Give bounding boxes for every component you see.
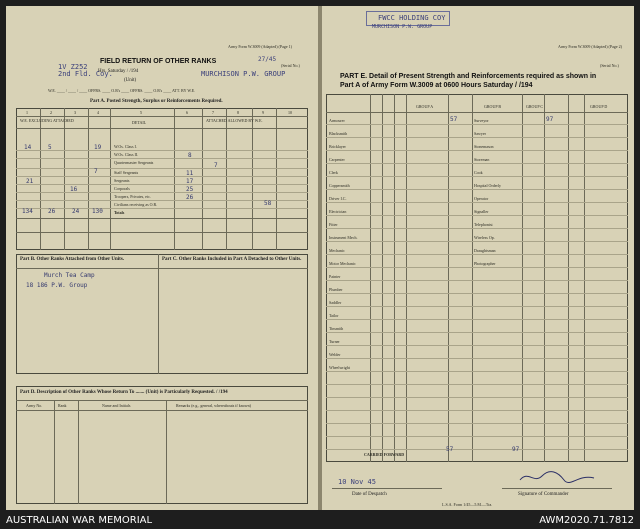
col-number-3: 3 (74, 110, 76, 115)
hw-cell: 21 (26, 178, 34, 185)
row-rule (326, 215, 628, 216)
col-number-10: 10 (288, 110, 292, 115)
left-stamp-b: 2nd Fld. Coy. (58, 70, 113, 78)
we-excluding-header: W.E. EXCLUDING ATTACHED (20, 118, 74, 123)
rank-row: Corporals (114, 186, 130, 191)
left-page (6, 6, 318, 510)
row-rule (326, 137, 628, 138)
detail-header: DETAIL (132, 120, 147, 125)
row-rule (326, 202, 628, 203)
date-of-despatch-label: Date of Despatch (352, 492, 387, 497)
hw-detail: 25 (186, 186, 194, 193)
trade-label: Turner (329, 339, 340, 344)
trade-label: Electrician (329, 209, 347, 214)
unit-stamp: FWCC HOLDING COY (378, 14, 446, 22)
row-rule (326, 150, 628, 151)
row-rule (326, 124, 628, 125)
part-b-title: Part B. Other Ranks Attached from Other Units. (20, 257, 125, 262)
row-rule (326, 163, 628, 164)
trade-label: Storeman (474, 157, 490, 162)
trade-label: Carpenter (329, 157, 345, 162)
left-form-ref: Army Form W.3009 (Adapted) (Page 1) (228, 44, 292, 49)
trade-label: Operator (474, 196, 489, 201)
group-header-b: GROUP B (484, 104, 502, 109)
hw-cell: 130 (92, 208, 103, 215)
archive-footer (0, 512, 640, 529)
part-d-col: Rank (58, 403, 67, 408)
row-rule (326, 371, 628, 372)
document-scan (6, 6, 634, 510)
col-number-1: 1 (26, 110, 28, 115)
group-header-c: GROUP C (526, 104, 544, 109)
trade-label: Tinsmith (329, 326, 344, 331)
row-rule (326, 293, 628, 294)
rank-row-totals: Totals (114, 210, 125, 215)
hw-total: 57 (446, 446, 454, 453)
trade-label: Hospital Orderly (474, 183, 501, 188)
rank-row: Quartermaster Sergeants (114, 160, 154, 165)
hw-detail: 17 (186, 178, 194, 185)
trade-label: Wireless Op. (474, 235, 495, 240)
col-number-6: 6 (186, 110, 188, 115)
trade-label: Fitter (329, 222, 338, 227)
hw-cell: 134 (22, 208, 33, 215)
trade-label: Wheelwright (329, 365, 350, 370)
trade-label: Bricklayer (329, 144, 346, 149)
hw-total: 57 (450, 116, 458, 123)
rank-row: Sergeants (114, 178, 130, 183)
date-line: Hrs. Saturday / /194 (98, 69, 139, 74)
hw-part-b-entry: Murch Tea Camp (44, 272, 95, 279)
hw-detail: 7 (214, 162, 218, 169)
page-title: FIELD RETURN OF OTHER RANKS (100, 58, 217, 65)
part-c-title: Part C. Other Ranks Included in Part A Detached to Other Units. (162, 257, 302, 262)
col-number-7: 7 (212, 110, 214, 115)
page-number-stamp: 27/45 (258, 56, 277, 63)
part-d-col: Army No. (26, 403, 43, 408)
trade-label: Telephonist (474, 222, 493, 227)
row-rule (326, 241, 628, 242)
hw-detail: 8 (188, 152, 192, 159)
trade-label: Coppersmith (329, 183, 350, 188)
part-d-col: Name and Initials (102, 403, 131, 408)
hw-detail: 58 (264, 200, 272, 207)
trade-label: Mechanic (329, 248, 345, 253)
row-rule (326, 319, 628, 320)
trade-label: Surveyor (474, 118, 489, 123)
part-a-table (16, 108, 308, 250)
row-rule (326, 436, 628, 437)
hw-cell: 5 (48, 144, 52, 151)
hw-cell: 26 (48, 208, 56, 215)
row-rule (326, 280, 628, 281)
col-number-2: 2 (50, 110, 52, 115)
group-header-d: GROUP D (590, 104, 608, 109)
col-number-4: 4 (97, 110, 99, 115)
rank-row: W.Os. Class I. (114, 144, 137, 149)
row-rule (326, 189, 628, 190)
hw-total: 97 (546, 116, 554, 123)
trade-label: Welder (329, 352, 341, 357)
hw-cell: 14 (24, 144, 32, 151)
row-rule (326, 228, 628, 229)
hw-cell: 7 (94, 168, 98, 175)
row-rule (326, 176, 628, 177)
trade-label: Photographer (474, 261, 496, 266)
row-rule (326, 254, 628, 255)
col-number-5: 5 (140, 110, 142, 115)
group-header-a: GROUP A (416, 104, 434, 109)
trade-label: Driver I.C. (329, 196, 347, 201)
trade-label: Tailor (329, 313, 339, 318)
row-rule (326, 423, 628, 424)
part-e-title: PART E. Detail of Present Strength and Reinforcements required as shown in Part A of Army Form W.3009 at 0600 Hours Saturday / /194 (340, 73, 597, 89)
right-page (322, 6, 634, 510)
hw-total: 97 (512, 446, 520, 453)
attached-header: ATTACHED ALLOWED BY W.E. (206, 118, 263, 123)
trade-label: Cook (474, 170, 483, 175)
we-line: W.E. ____ / ____ / ____ OFFRS. ____ O.R's ____ OFFRS. ____ O.R's ____ ATT. BY W.E. (48, 88, 196, 93)
row-rule (326, 384, 628, 385)
archive-reference: AWM2020.71.7812 (539, 515, 634, 526)
col-number-9: 9 (262, 110, 264, 115)
trade-label: Stonemason (474, 144, 494, 149)
carried-forward-label: CARRIED FORWARD (364, 452, 405, 457)
left-serial-no: (Serial No.) (281, 63, 300, 68)
rank-row: Civilians receiving as O.R. (114, 202, 158, 207)
row-rule (326, 332, 628, 333)
hw-cell: 24 (72, 208, 80, 215)
row-rule (326, 358, 628, 359)
left-unit-stamp: MURCHISON P.W. GROUP (201, 70, 286, 78)
trade-label: Clerk (329, 170, 338, 175)
left-stamp-a: 1V Z252 (58, 63, 88, 71)
trade-label: Draughtsman (474, 248, 496, 253)
row-rule (326, 267, 628, 268)
commander-signature (518, 468, 598, 486)
rank-row: Staff Sergeants (114, 170, 139, 175)
form-footer: L.S.A. Form 1/45—5.M.—Tra. (442, 502, 493, 507)
part-a-title: Part A. Posted Strength, Surplus or Reinforcements Required. (90, 99, 223, 104)
part-d-title: Part D. Description of Other Ranks Whose Return To ....... (Unit) is Particularly Requested. / /194 (20, 390, 228, 395)
trade-label: Blacksmith (329, 131, 348, 136)
right-serial-no: (Serial No.) (600, 63, 619, 68)
date-stamp: 10 Nov 45 (338, 478, 376, 486)
hw-cell: 19 (94, 144, 102, 151)
signature-label: Signature of Commander (518, 492, 569, 497)
trade-label: Instrument Mech. (329, 235, 358, 240)
archive-name: AUSTRALIAN WAR MEMORIAL (6, 515, 153, 526)
col-number-8: 8 (237, 110, 239, 115)
part-e-title-wrap (340, 72, 610, 90)
rank-row: Troopers, Privates, etc. (114, 194, 151, 199)
row-rule (326, 397, 628, 398)
row-rule (326, 306, 628, 307)
trade-label: Armourer (329, 118, 345, 123)
hw-part-b-entry: 18 186 P.W. Group (26, 282, 88, 289)
row-rule (326, 345, 628, 346)
trade-label: Sawyer (474, 131, 486, 136)
row-rule (326, 410, 628, 411)
trade-label: Signaller (474, 209, 489, 214)
trade-label: Saddler (329, 300, 342, 305)
rank-row: W.Os. Class II. (114, 152, 139, 157)
hw-detail: 11 (186, 170, 194, 177)
unit-line: (Unit) (124, 78, 137, 83)
row-rule (326, 449, 628, 450)
hw-cell: 16 (70, 186, 78, 193)
trade-label: Painter (329, 274, 341, 279)
right-form-ref: Army Form W.3009 (Adapted) (Page 2) (558, 44, 622, 49)
trade-label: Plumber (329, 287, 343, 292)
trade-label: Motor Mechanic (329, 261, 356, 266)
hw-detail: 26 (186, 194, 194, 201)
unit-stamp-line2: MURCHISON P.W. GROUP (372, 24, 433, 30)
part-d-col: Remarks (e.g., general, whereabouts if known) (176, 403, 251, 408)
